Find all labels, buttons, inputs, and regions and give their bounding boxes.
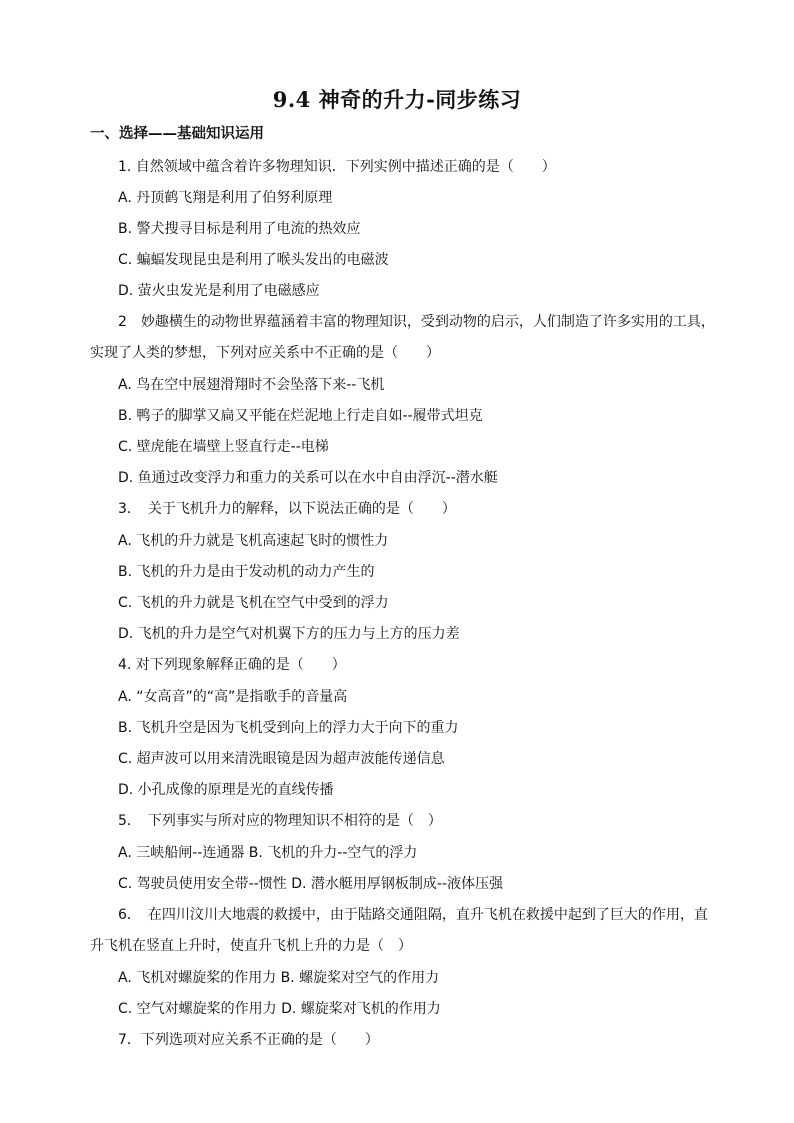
section-heading: 一、选择——基础知识运用 — [90, 126, 264, 142]
question-7: 7．下列选项对应关系不正确的是（ ） — [118, 1032, 379, 1048]
question-3-option-b: B. 飞机的升力是由于发动机的动力产生的 — [118, 564, 375, 580]
question-3-option-d: D. 飞机的升力是空气对机翼下方的压力与上方的压力差 — [118, 626, 460, 642]
question-5: 5． 下列事实与所对应的物理知识不相符的是（ ） — [118, 813, 442, 829]
question-2-option-a: A. 鸟在空中展翅滑翔时不会坠落下来--飞机 — [118, 377, 385, 393]
question-6-options-cd: C. 空气对螺旋桨的作用力 D. 螺旋桨对飞机的作用力 — [118, 1001, 441, 1017]
page-title: 9.4 神奇的升力-同步练习 — [272, 87, 522, 112]
question-6: 6． 在四川汶川大地震的救援中，由于陆路交通阻隔，直升飞机在救援中起到了巨大的作用，直 — [118, 907, 708, 923]
question-5-options-ab: A. 三峡船闸--连通器 B. 飞机的升力--空气的浮力 — [118, 845, 418, 861]
question-6-options-ab: A. 飞机对螺旋桨的作用力 B. 螺旋桨对空气的作用力 — [118, 970, 440, 986]
question-3: 3． 关于飞机升力的解释，以下说法正确的是（ ） — [118, 501, 456, 517]
question-1-option-a: A. 丹顶鹤飞翔是利用了伯努利原理 — [118, 190, 333, 206]
question-1: 1. 自然领域中蕴含着许多物理知识．下列实例中描述正确的是（ ） — [118, 159, 556, 175]
question-6-continued: 升飞机在竖直上升时，使直升飞机上升的力是（ ） — [90, 938, 412, 954]
question-4: 4. 对下列现象解释正确的是（ ） — [118, 657, 346, 673]
question-4-option-a: A. “女高音”的“高”是指歌手的音量高 — [118, 689, 348, 705]
question-2-continued: 实现了人类的梦想，下列对应关系中不正确的是（ ） — [90, 345, 440, 361]
question-1-option-d: D. 萤火虫发光是利用了电磁感应 — [118, 283, 320, 299]
question-4-option-c: C. 超声波可以用来清洗眼镜是因为超声波能传递信息 — [118, 751, 445, 767]
question-4-option-b: B. 飞机升空是因为飞机受到向上的浮力大于向下的重力 — [118, 720, 459, 736]
question-1-option-c: C. 蝙蝠发现昆虫是利用了喉头发出的电磁波 — [118, 252, 389, 268]
question-2-option-d: D. 鱼通过改变浮力和重力的关系可以在水中自由浮沉--潜水艇 — [118, 470, 498, 486]
question-1-option-b: B. 警犬搜寻目标是利用了电流的热效应 — [118, 221, 361, 237]
question-5-options-cd: C. 驾驶员使用安全带--惯性 D. 潜水艇用厚钢板制成--液体压强 — [118, 876, 504, 892]
question-4-option-d: D. 小孔成像的原理是光的直线传播 — [118, 782, 334, 798]
question-2: 2 妙趣横生的动物世界蕴涵着丰富的物理知识，受到动物的启示，人们制造了许多实用的工具， — [118, 314, 715, 330]
question-3-option-a: A. 飞机的升力就是飞机高速起飞时的惯性力 — [118, 533, 389, 549]
question-2-option-c: C. 壁虎能在墙壁上竖直行走--电梯 — [118, 439, 329, 455]
question-3-option-c: C. 飞机的升力就是飞机在空气中受到的浮力 — [118, 595, 389, 611]
question-2-option-b: B. 鸭子的脚掌又扁又平能在烂泥地上行走自如--履带式坦克 — [118, 408, 483, 424]
